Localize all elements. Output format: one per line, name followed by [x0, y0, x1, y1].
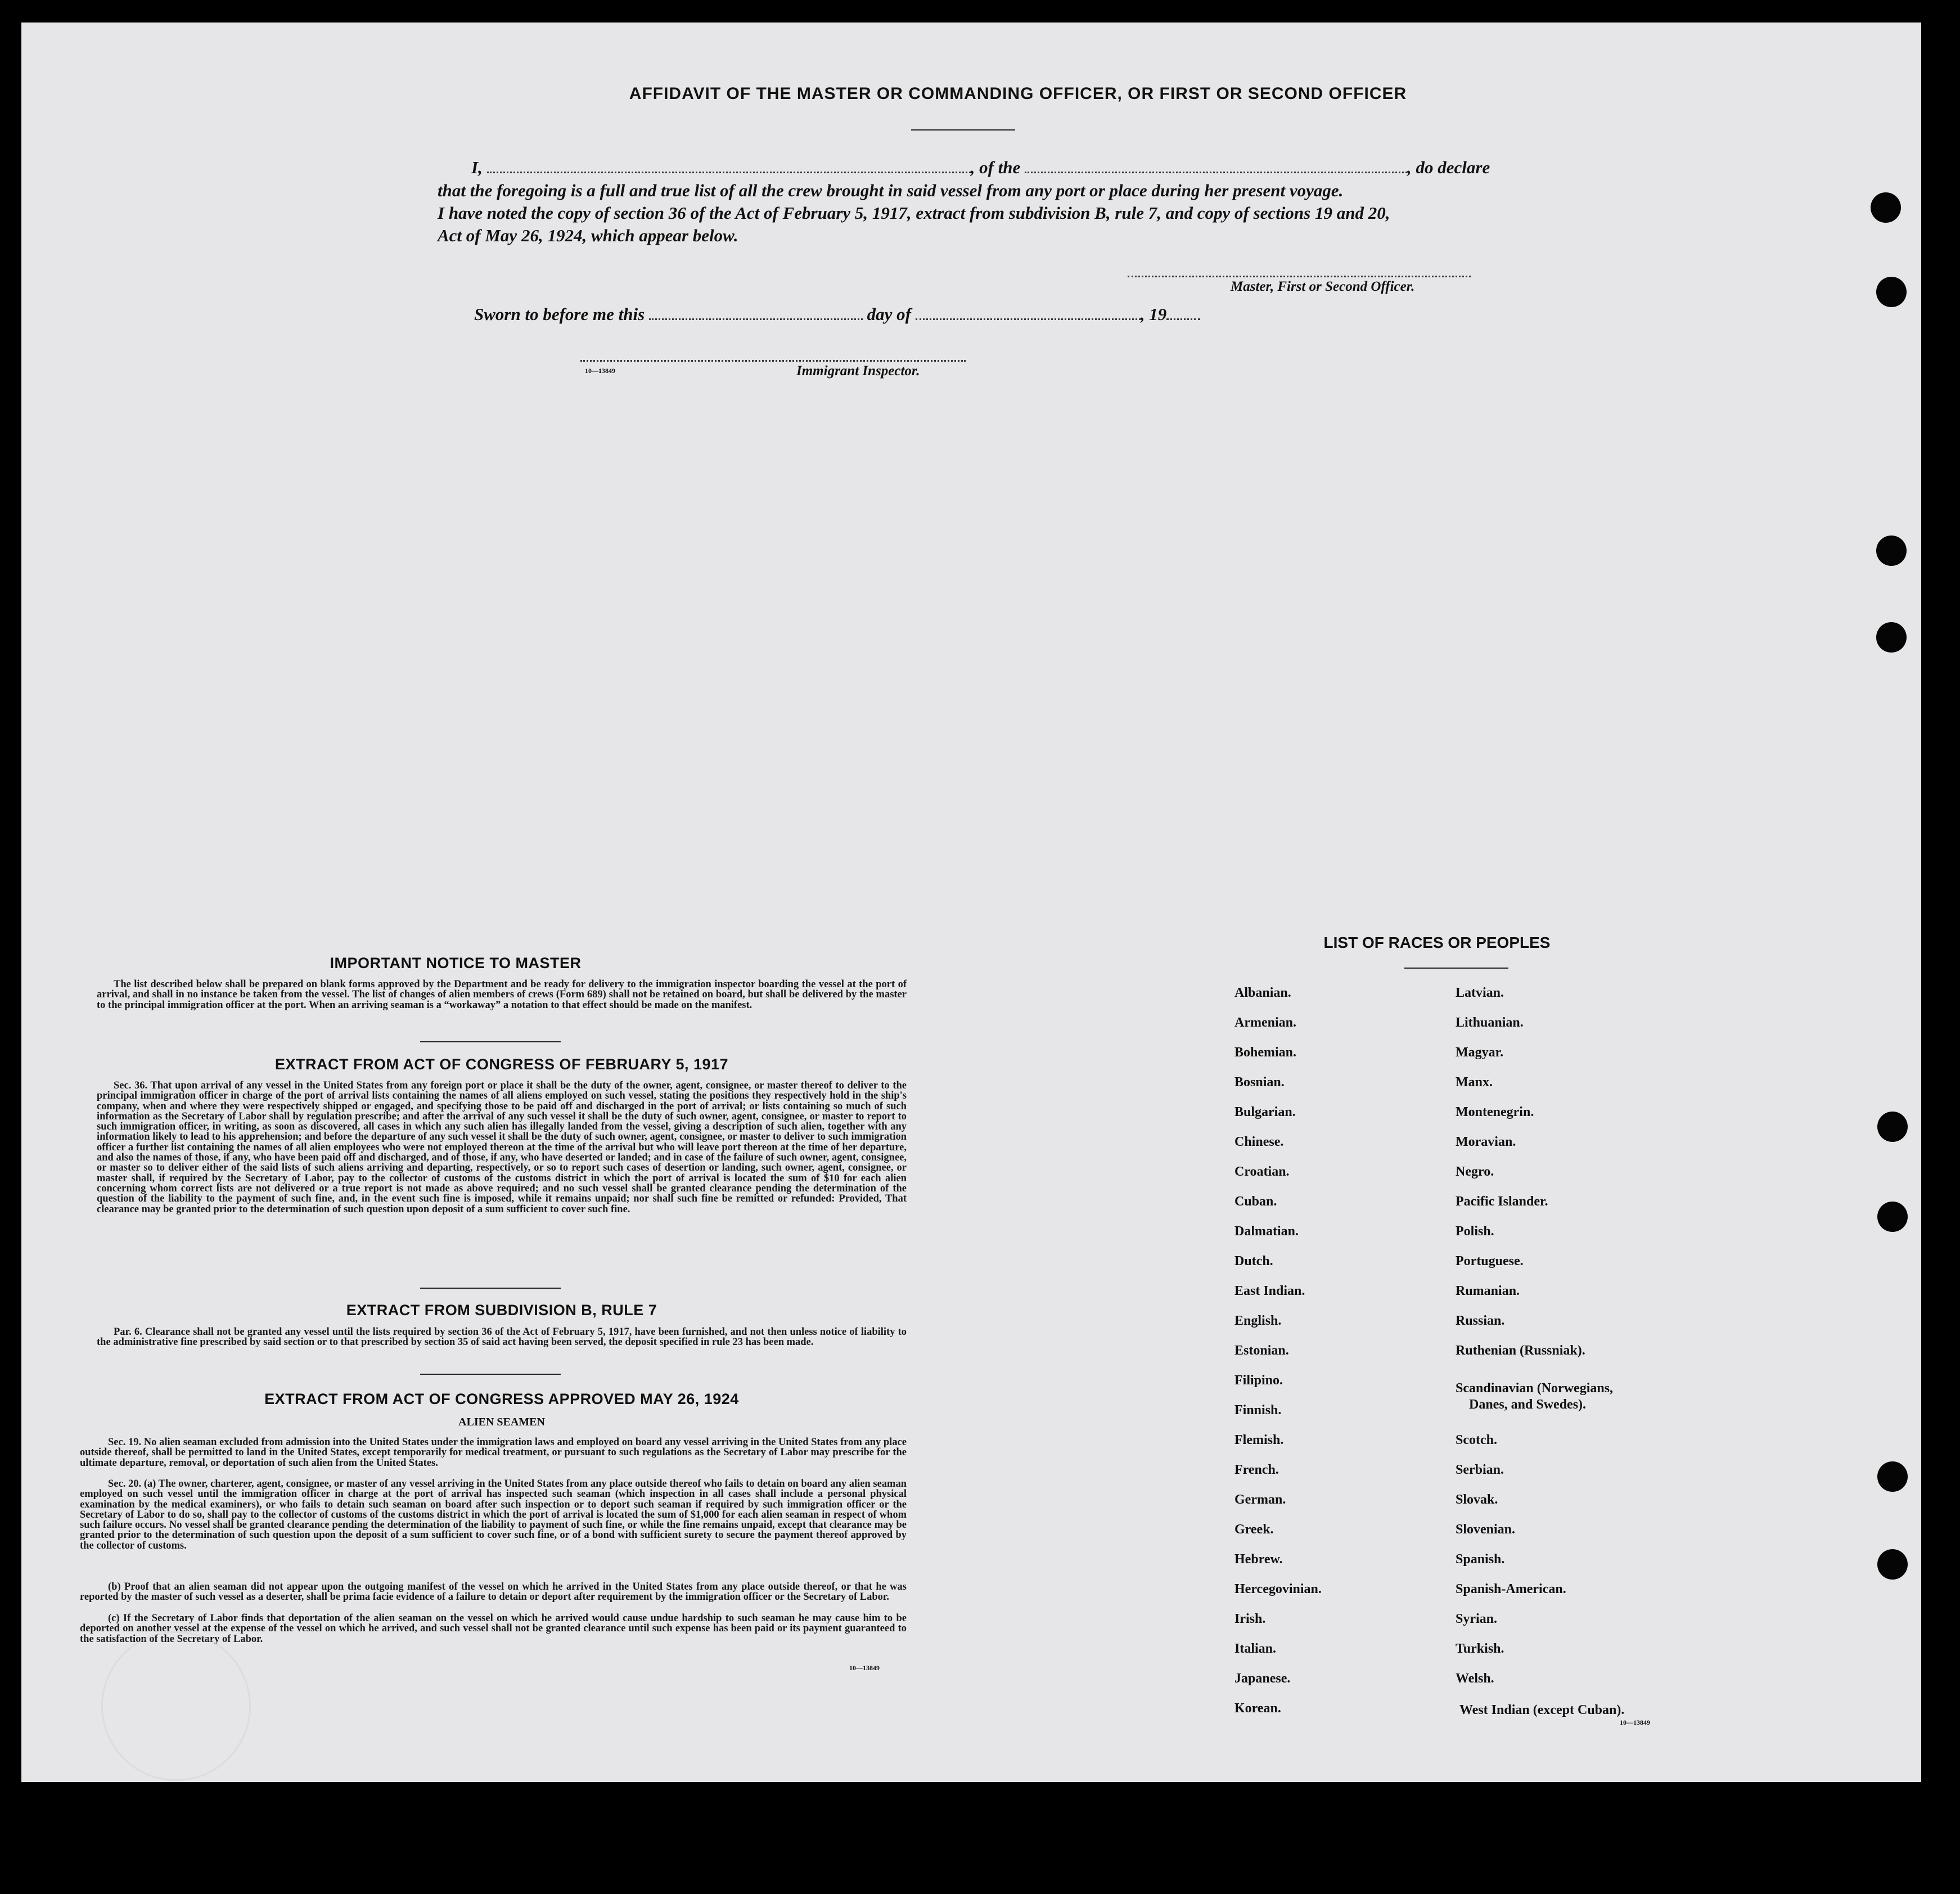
race-item: Lithuanian. [1456, 1015, 1524, 1030]
affidavit-line-4: Act of May 26, 1924, which appear below. [438, 226, 738, 245]
race-item: Slovak. [1456, 1492, 1498, 1507]
race-item: Turkish. [1456, 1641, 1504, 1656]
race-item: Armenian. [1234, 1015, 1296, 1030]
name-field[interactable] [487, 159, 971, 173]
sec-20b-text: (b) Proof that an alien seaman did not appear upon the outgoing manifest of the vessel on which he arrived in the United States from any place outside thereof, or that he was reported by the master of such vessel as a deserter, shall be prima facie evidence of a failure to detain or deport after requirement by the immigration officer or the Secretary of Labor. [80, 1581, 907, 1603]
race-item: Danes, and Swedes). [1469, 1397, 1587, 1412]
race-item: Albanian. [1234, 986, 1291, 1000]
extract-1924-title: EXTRACT FROM ACT OF CONGRESS APPROVED MAY 26, 1924 [264, 1391, 739, 1407]
alien-seamen-subtitle: ALIEN SEAMEN [458, 1416, 545, 1428]
extract-1917-title: EXTRACT FROM ACT OF CONGRESS OF FEBRUARY 5, 1917 [274, 1056, 729, 1073]
race-item: Bohemian. [1234, 1045, 1297, 1060]
punch-hole [1877, 1461, 1908, 1492]
race-item: Greek. [1234, 1522, 1274, 1537]
race-item: Russian. [1456, 1313, 1505, 1328]
race-item: Bulgarian. [1234, 1105, 1296, 1119]
punch-hole [1876, 622, 1907, 653]
notice-title: IMPORTANT NOTICE TO MASTER [330, 955, 582, 971]
punch-hole [1877, 1112, 1908, 1142]
sworn-day-field[interactable] [649, 306, 863, 320]
race-item: Spanish. [1456, 1552, 1505, 1567]
race-item: Hebrew. [1234, 1552, 1283, 1567]
race-item: Estonian. [1234, 1343, 1289, 1358]
vessel-field[interactable] [1025, 159, 1407, 173]
race-item: Croatian. [1234, 1164, 1290, 1179]
master-signature-label: Master, First or Second Officer. [1231, 279, 1415, 294]
sec-19-text: Sec. 19. No alien seaman excluded from admission into the United States under the immigration laws and employed on board any vessel arriving in the United States from any place outside thereof, shall be permitted to land in the United States, except temporarily for medical treatment, or pursuant to such regulations as the Secretary of Labor may prescribe for the ultimate departure, removal, or deportation of such alien from the United States. [80, 1437, 907, 1469]
race-item: West Indian (except Cuban). [1459, 1703, 1625, 1717]
master-signature-line[interactable] [1128, 276, 1471, 277]
race-item: Flemish. [1234, 1433, 1284, 1447]
sec-20a-text: Sec. 20. (a) The owner, charterer, agent, consignee, or master of any vessel arriving in the United States from any place outside thereof who fails to detain on board any alien seaman employed on such vessel until the immigration officer in charge at the port of arrival has inspected such seaman (which inspection in all cases shall include a personal physical examination by the medical examiners), or who fails to detain such seaman on board after such inspection or to deport such seaman if required by such immigration officer or the Secretary of Labor to do so, shall pay to the collector of customs of the customs district in which the port of arrival is located the sum of $1,000 for each alien seaman in respect of whom such failure occurs. No vessel shall be granted clearance pending the determination of the liability to payment of such fine, or while the fine remains unpaid, except that clearance may be granted prior to the determination of such question upon the deposit of a sum sufficient to cover such fine, or of a bond with sufficient surety to secure the payment thereof approved by the collector of customs. [80, 1478, 907, 1551]
race-item: Moravian. [1456, 1135, 1516, 1149]
extract-1917-text: Sec. 36. That upon arrival of any vessel in the United States from any foreign port or place it shall be the duty of the owner, agent, consignee, or master thereof to deliver to the principal immigration officer in charge of the port of arrival lists containing the names of all aliens employed on such vessel, stating the positions they respectively hold in the ship's company, when and where they were respectively shipped or engaged, and specifying those to be paid off and discharged in the port of arrival; or lists containing so much of such information as the Secretary of Labor shall by regulation prescribe; and after the arrival of any such vessel it shall be the duty of such owner, agent, consignee, or master to report to such immigration officer, in writing, as soon as discovered, all cases in which any such alien has illegally landed from the vessel, giving a description of such alien, together with any information likely to lead to his apprehension; and before the departure of any such vessel it shall be the duty of such owner, agent, consignee, or master to deliver to such immigration officer a further list containing the names of all alien employees who were not employed thereon at the time of the arrival but who will leave port thereon at the time of her departure, and also the names of those, if any, who have been paid off and discharged, and of those, if any, who have deserted or landed; and in case of the failure of such owner, agent, consignee, or master so to deliver either of the said lists of such aliens arriving and departing, respectively, or so to report such cases of desertion or landing, such owner, agent, consignee, or master shall, if required by the Secretary of Labor, pay to the collector of customs of the customs district in which the port of arrival is located the sum of $10 for each alien concerning whom correct lists are not delivered or a true report is not made as above required; and no such vessel shall be granted clearance pending the determination of the question of the liability to the payment of such fine, and, in the event such fine is imposed, while it remains unpaid; nor shall such fine be remitted or refunded: Provided, That clearance may be granted prior to the determination of such question upon deposit of a sum sufficient to cover such fine. [97, 1080, 907, 1215]
of-the-label: , of the [970, 158, 1021, 177]
race-item: Welsh. [1456, 1671, 1494, 1686]
race-item: Korean. [1234, 1701, 1281, 1716]
race-item: East Indian. [1234, 1284, 1305, 1298]
sec-20c-text: (c) If the Secretary of Labor finds that deportation of the alien seaman on the vessel on which he arrived would cause undue hardship to such seaman he may cause him to be deported on another vessel at the expense of the vessel on which he arrived, and such vessel shall not be granted clearance until such expense has been paid or its payment guaranteed to the satisfaction of the Secretary of Labor. [80, 1613, 907, 1645]
divider [420, 1374, 561, 1375]
form-number: 10—13849 [849, 1664, 880, 1672]
race-item: Ruthenian (Russniak). [1456, 1343, 1585, 1358]
divider [420, 1041, 561, 1042]
affidavit-line-2: that the foregoing is a full and true list of all the crew brought in said vessel from any port or place during her present voyage. [438, 181, 1344, 200]
punch-hole [1877, 1202, 1908, 1232]
sworn-line [474, 304, 1200, 325]
divider [1404, 968, 1508, 969]
race-item: Filipino. [1234, 1373, 1283, 1388]
form-number: 10—13849 [585, 367, 615, 375]
race-item: Latvian. [1456, 986, 1504, 1000]
race-item: Negro. [1456, 1164, 1494, 1179]
affidavit-line-3: I have noted the copy of section 36 of the Act of February 5, 1917, extract from subdivision B, rule 7, and copy of sections 19 and 20, [438, 203, 1390, 223]
embossed-seal [101, 1631, 251, 1781]
sworn-month-field[interactable] [916, 306, 1141, 320]
race-item: Chinese. [1234, 1135, 1284, 1149]
affidavit-title: AFFIDAVIT OF THE MASTER OR COMMANDING OFFICER, OR FIRST OR SECOND OFFICER [629, 84, 1407, 103]
race-item: Slovenian. [1456, 1522, 1516, 1537]
inspector-label: Immigrant Inspector. [796, 363, 920, 379]
race-item: Italian. [1234, 1641, 1277, 1656]
race-item: Manx. [1456, 1075, 1493, 1090]
race-item: English. [1234, 1313, 1282, 1328]
sworn-label: Sworn to before me this [474, 304, 645, 324]
year-label: , 19 [1140, 304, 1167, 324]
race-item: Cuban. [1234, 1194, 1277, 1209]
extract-rule7-title: EXTRACT FROM SUBDIVISION B, RULE 7 [346, 1302, 657, 1319]
race-item: Serbian. [1456, 1463, 1504, 1477]
punch-hole [1876, 277, 1907, 307]
race-item: Pacific Islander. [1456, 1194, 1548, 1209]
race-item: Portuguese. [1456, 1254, 1524, 1268]
race-item: Irish. [1234, 1612, 1266, 1626]
declarant-line [471, 158, 1490, 178]
extract-rule7-text: Par. 6. Clearance shall not be granted any vessel until the lists required by section 36 of the Act of February 5, 1917, have been furnished, and not then unless notice of liability to the administrative fine prescribed by said section or to that prescribed by section 35 of said act having been served, the deposit specified in rule 23 has been made. [97, 1326, 907, 1348]
i-label: I, [471, 158, 483, 177]
race-item: Hercegovinian. [1234, 1582, 1322, 1596]
form-number: 10—13849 [1620, 1718, 1650, 1726]
race-item: Bosnian. [1234, 1075, 1285, 1090]
race-item: Spanish-American. [1456, 1582, 1566, 1596]
race-item: Polish. [1456, 1224, 1494, 1239]
punch-hole [1876, 536, 1907, 566]
races-title: LIST OF RACES OR PEOPLES [1323, 934, 1551, 951]
race-item: Montenegrin. [1456, 1105, 1534, 1119]
race-item: Dutch. [1234, 1254, 1273, 1268]
race-item: Scotch. [1456, 1433, 1497, 1447]
race-item: French. [1234, 1463, 1279, 1477]
race-item: Rumanian. [1456, 1284, 1520, 1298]
do-declare-label: , do declare [1407, 158, 1490, 177]
race-item: Finnish. [1234, 1403, 1282, 1418]
notice-text: The list described below shall be prepared on blank forms approved by the Department and be ready for delivery to the immigration inspector boarding the vessel at the port of arrival, and shall in no instance be taken from the vessel. The list of changes of alien members of crews (Form 689) shall not be retained on board, but shall be delivered by the master to the principal immigration officer at the port. When an arriving seaman is a “workaway” a notation to that effect should be made on the manifest. [97, 979, 907, 1011]
race-item: Dalmatian. [1234, 1224, 1299, 1239]
race-item: Japanese. [1234, 1671, 1291, 1686]
divider [420, 1288, 561, 1289]
punch-hole [1871, 192, 1901, 223]
race-item: Syrian. [1456, 1612, 1498, 1626]
inspector-signature-line[interactable] [580, 360, 966, 362]
day-of-label: day of [867, 304, 911, 324]
sworn-year-field[interactable] [1166, 306, 1200, 320]
punch-hole [1877, 1549, 1908, 1580]
race-item: Scandinavian (Norwegians, [1456, 1381, 1614, 1396]
race-item: German. [1234, 1492, 1286, 1507]
title-divider [911, 129, 1015, 131]
race-item: Magyar. [1456, 1045, 1504, 1060]
